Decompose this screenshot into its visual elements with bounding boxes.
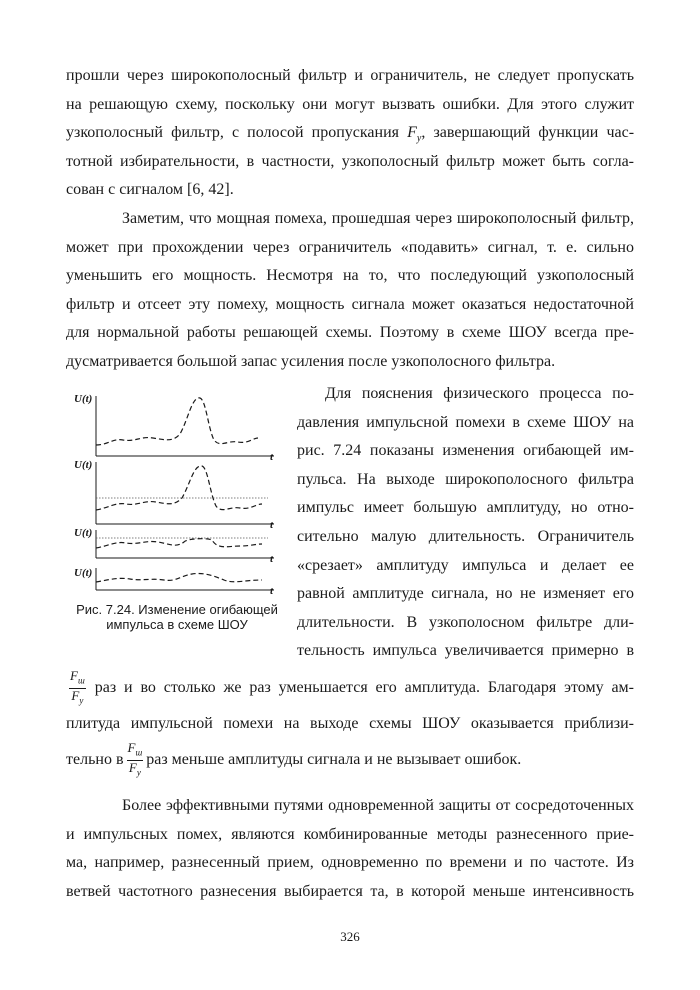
text-line: и импульсных помех, являются комбинированные методы разнесенного прие- (66, 825, 634, 843)
text-line: прошли через широкополосный фильтр и ограничитель, не следует пропускать (66, 67, 634, 84)
text-line-with-formula: узкополосный фильтр, с полосой пропускания $F_у$, завершающий функции час- (66, 124, 635, 145)
text-line: длительности. В узкополосном фильтре дли- (297, 613, 634, 631)
envelope-narrowband (96, 573, 262, 582)
text-line: импульс имеет большую амплитуду, но отно- (297, 499, 634, 517)
paragraph-2 (66, 205, 634, 377)
text-line: Для пояснения физического процесса по- (325, 385, 634, 402)
axis-label-t: t (270, 553, 274, 565)
axis-label-t: t (270, 451, 274, 463)
text-line: уменьшить его мощность. Несмотря на то, что последующий узкополосный (66, 267, 634, 285)
text-line: ветвей частотного разнесения выбирается та, в которой меньше интенсивность (66, 882, 634, 900)
paragraph-1 (66, 62, 634, 205)
envelope-wideband (96, 398, 258, 445)
fraction-fsh-fy: $\frac{F_ш}{F_у}$ (127, 739, 143, 778)
text-line: рис. 7.24 показаны изменения огибающей им- (297, 442, 634, 460)
text-line-with-fraction: $\frac{F_ш}{F_у}$ раз и во столько же раз уменьшается его амплитуда. Благодаря этому ам- (70, 667, 634, 706)
text-line: Более эффективными путями одновременной защиты от сосредоточенных (122, 797, 634, 814)
formula-f-y: $F_у$ (407, 124, 422, 145)
axis-label-t: t (270, 519, 274, 531)
axis-label-u: U(t) (74, 567, 93, 579)
text-line: фильтр и отсеет эту помеху, мощность сигнала может оказаться недостаточной (66, 295, 634, 313)
text-line: дусматривается большой запас усиления после узкополосного фильтра. (66, 352, 556, 370)
paragraph-3-continuation (66, 668, 634, 780)
figure-7-24 (68, 390, 288, 600)
axis-label-u: U(t) (74, 527, 93, 539)
text-line: тотной избирательности, в частности, узкополосный фильтр может быть согла- (66, 152, 634, 170)
text-line: тельность импульса увеличивается примерно в (297, 642, 634, 660)
text-line: для нормальной работы решающей схемы. Поэтому в схеме ШОУ всегда пре- (66, 324, 634, 342)
text-line: равной амплитуде сигнала, но не изменяет его (297, 585, 634, 603)
figure-caption: Рис. 7.24. Изменение огибающей импульса в схеме ШОУ (76, 602, 278, 632)
text-line: сован с сигналом [6, 42]. (66, 181, 234, 199)
text-line: на решающую схему, поскольку они могут вызвать ошибки. Для этого служит (66, 95, 634, 113)
text-line: сительно малую длительность. Ограничитель (297, 527, 634, 545)
fraction-fsh-fy: $\frac{F_ш}{F_у}$ (70, 667, 85, 706)
text-line: Заметим, что мощная помеха, прошедшая через широкополосный фильтр, (122, 210, 634, 227)
text-line: может при прохождении через ограничитель «подавить» сигнал, т. е. сильно (66, 238, 634, 256)
axis-label-u: U(t) (74, 459, 93, 471)
text-line: «срезает» амплитуду импульса и делает ее (297, 556, 634, 574)
envelope-limited (96, 539, 262, 548)
paragraph-4 (66, 792, 634, 906)
axis-label-t: t (270, 585, 274, 597)
text-line: плитуда импульсной помехи на выходе схемы ШОУ оказывается приблизи- (66, 715, 634, 732)
text-line-with-fraction: тельно в $\frac{F_ш}{F_у}$ раз меньше амплитуды сигнала и не вызывает ошибок. (66, 739, 522, 778)
text-line: пульса. На выходе широкополосного фильтра (297, 470, 634, 488)
paragraph-3-column (297, 380, 634, 666)
text-line: ма, например, разнесенный прием, одновременно по времени и по частоте. Из (66, 854, 634, 872)
page-number: 326 (340, 929, 360, 944)
envelope-before-limiter (96, 466, 262, 510)
axis-label-u: U(t) (74, 393, 93, 405)
text-line: давления импульсной помехи в схеме ШОУ на (297, 413, 634, 431)
